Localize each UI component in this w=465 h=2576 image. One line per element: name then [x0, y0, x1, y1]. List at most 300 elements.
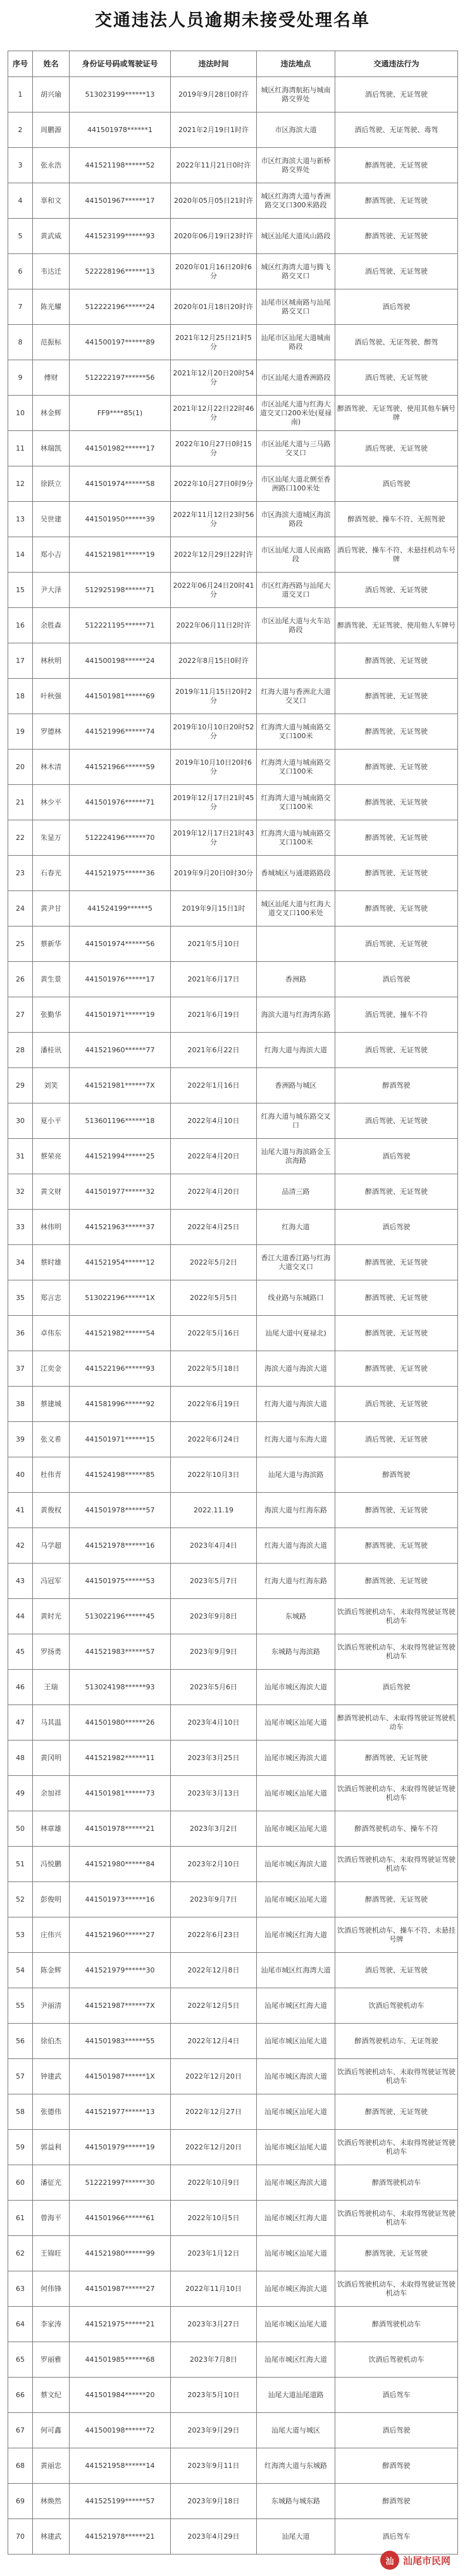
table-row	[8, 431, 458, 466]
cell-serial: 56	[8, 2024, 33, 2059]
cell-id-number: 522228196******13	[70, 254, 171, 289]
cell-id-number: 441501971******15	[70, 1422, 171, 1457]
table-row	[8, 2094, 458, 2130]
cell-violation-act: 酒后驾驶、无证驾驶	[335, 1953, 458, 1988]
cell-id-number: 512222197******56	[70, 360, 171, 396]
cell-violation-act: 醉酒驾驶机动车、无证驾驶	[335, 2024, 458, 2059]
table-row	[8, 1033, 458, 1068]
table-row	[8, 1741, 458, 1776]
table-row	[8, 183, 458, 219]
cell-violation-act: 醉酒驾驶	[335, 2484, 458, 2519]
cell-id-number: 441521960******27	[70, 1917, 171, 1953]
cell-serial: 58	[8, 2094, 33, 2130]
cell-serial: 26	[8, 962, 33, 997]
cell-name: 潘征光	[33, 2165, 70, 2201]
cell-name: 郑小吉	[33, 537, 70, 573]
cell-name: 郭益利	[33, 2130, 70, 2165]
table-row	[8, 2484, 458, 2519]
cell-serial: 22	[8, 820, 33, 856]
cell-violation-act: 醉酒驾驶、无证驾驶	[335, 219, 458, 254]
header-violation-place: 违法地点	[257, 51, 335, 77]
cell-name: 张义希	[33, 1422, 70, 1457]
cell-id-number: 441521980******99	[70, 2236, 171, 2271]
table-row	[8, 820, 458, 856]
cell-name: 张勤华	[33, 997, 70, 1033]
cell-id-number: 441501950******39	[70, 502, 171, 537]
cell-violation-act: 饮酒后驾驶机动车	[335, 1988, 458, 2024]
cell-violation-act: 醉酒驾驶、无证驾驶	[335, 820, 458, 856]
table-row	[8, 289, 458, 325]
cell-id-number: 512224196******70	[70, 820, 171, 856]
cell-id-number: 441521958******14	[70, 2448, 171, 2484]
cell-name: 江奕金	[33, 1351, 70, 1387]
table-row	[8, 1847, 458, 1882]
table-row	[8, 77, 458, 112]
cell-violation-act: 醉酒驾驶、无证驾驶	[335, 643, 458, 679]
cell-violation-time: 2023年3月27日	[171, 2307, 257, 2342]
cell-violation-place: 品清三路	[257, 1174, 335, 1210]
watermark-logo-icon: 汕	[380, 2551, 399, 2570]
cell-id-number: 513022196******1X	[70, 1280, 171, 1316]
cell-violation-place: 市区海滨大道城区海滨路段	[257, 502, 335, 537]
table-row	[8, 1493, 458, 1528]
cell-violation-act: 醉酒驾驶、无证驾驶	[335, 1882, 458, 1917]
cell-violation-time: 2022年12月27日	[171, 2094, 257, 2130]
cell-serial: 24	[8, 891, 33, 927]
cell-violation-place: 汕尾大道中(夏禄北)	[257, 1316, 335, 1351]
table-row	[8, 1280, 458, 1316]
cell-serial: 61	[8, 2201, 33, 2236]
cell-serial: 47	[8, 1705, 33, 1741]
cell-serial: 8	[8, 325, 33, 360]
cell-violation-place: 海滨大道与红海湾东路	[257, 997, 335, 1033]
cell-violation-act: 醉酒驾驶	[335, 2448, 458, 2484]
table-row	[8, 1068, 458, 1103]
cell-violation-act: 酒后驾驶	[335, 466, 458, 502]
cell-id-number: 441522196******93	[70, 1351, 171, 1387]
cell-violation-time: 2022年10月5日	[171, 2201, 257, 2236]
cell-violation-time: 2023年5月6日	[171, 1670, 257, 1705]
cell-violation-time: 2023年4月4日	[171, 1528, 257, 1564]
cell-violation-time: 2022年06月11日2时许	[171, 608, 257, 643]
cell-violation-place: 汕尾市城区海滨大道	[257, 1741, 335, 1776]
cell-violation-place: 市区红海滨大道与新桥路交界处	[257, 148, 335, 183]
cell-violation-time: 2021年6月22日	[171, 1033, 257, 1068]
cell-violation-place: 汕尾市城区红海大道	[257, 1988, 335, 2024]
cell-id-number: 441521994******25	[70, 1139, 171, 1174]
cell-violation-act: 酒后驾驶、无证驾驶	[335, 431, 458, 466]
cell-violation-place	[257, 643, 335, 679]
cell-name: 陈光耀	[33, 289, 70, 325]
cell-id-number: 441500197******89	[70, 325, 171, 360]
cell-violation-time: 2022年5月16日	[171, 1316, 257, 1351]
cell-serial: 60	[8, 2165, 33, 2201]
cell-name: 杜伟青	[33, 1457, 70, 1493]
cell-serial: 1	[8, 77, 33, 112]
table-row	[8, 927, 458, 962]
cell-violation-time: 2020年01月18日20时许	[171, 289, 257, 325]
cell-violation-time: 2023年5月10日	[171, 2378, 257, 2413]
cell-violation-place: 红海湾大道与城南路交叉口100米	[257, 714, 335, 750]
cell-name: 黄生景	[33, 962, 70, 997]
cell-violation-place: 汕尾大道与城区	[257, 2413, 335, 2448]
cell-id-number: 512221997******30	[70, 2165, 171, 2201]
table-row	[8, 2236, 458, 2271]
cell-violation-time: 2023年3月2日	[171, 1811, 257, 1847]
cell-violation-place: 香洲路与城区	[257, 1068, 335, 1103]
cell-violation-act: 醉酒驾驶、无证驾驶	[335, 1528, 458, 1564]
cell-violation-place: 香洲路	[257, 962, 335, 997]
cell-violation-act: 酒后驾驶、无证驾驶	[335, 1033, 458, 1068]
cell-name: 林瑞凯	[33, 431, 70, 466]
cell-id-number: 441521963******37	[70, 1210, 171, 1245]
cell-name: 钟建武	[33, 2059, 70, 2094]
cell-id-number: 441521978******16	[70, 1528, 171, 1564]
table-body	[8, 77, 458, 2555]
cell-violation-time: 2023年9月7日	[171, 1882, 257, 1917]
cell-id-number: 441525199******57	[70, 2484, 171, 2519]
table-row	[8, 1210, 458, 1245]
cell-violation-place: 市区汕尾大道北侧至香洲路口100米处	[257, 466, 335, 502]
cell-id-number: 441521977******13	[70, 2094, 171, 2130]
cell-id-number: 441500198******24	[70, 643, 171, 679]
cell-id-number: 441501971******19	[70, 997, 171, 1033]
cell-id-number: 441521954******12	[70, 1245, 171, 1280]
cell-violation-time: 2022年12月4日	[171, 2024, 257, 2059]
cell-violation-time: 2023年9月18日	[171, 2484, 257, 2519]
table-row	[8, 537, 458, 573]
table-row	[8, 2059, 458, 2094]
cell-violation-time: 2023年3月13日	[171, 1776, 257, 1811]
cell-violation-place: 汕尾大道与海滨路金玉滨海路	[257, 1139, 335, 1174]
cell-serial: 65	[8, 2342, 33, 2378]
cell-serial: 3	[8, 148, 33, 183]
cell-id-number: 441501978******1	[70, 112, 171, 148]
cell-name: 尹丽清	[33, 1988, 70, 2024]
cell-serial: 34	[8, 1245, 33, 1280]
cell-violation-act: 醉酒驾驶、无证驾驶	[335, 1174, 458, 1210]
cell-id-number: 441524199******5	[70, 891, 171, 927]
table-row	[8, 1988, 458, 2024]
cell-violation-act: 酒后驾驶	[335, 289, 458, 325]
cell-id-number: 441521975******36	[70, 856, 171, 891]
cell-name: 韦达迁	[33, 254, 70, 289]
cell-serial: 33	[8, 1210, 33, 1245]
document-title: 交通违法人员逾期未接受处理名单	[95, 11, 370, 30]
cell-serial: 2	[8, 112, 33, 148]
cell-serial: 69	[8, 2484, 33, 2519]
cell-violation-act: 醉酒驾驶、无证驾驶	[335, 1245, 458, 1280]
cell-id-number: 512925198******71	[70, 573, 171, 608]
cell-violation-time: 2022年5月2日	[171, 1245, 257, 1280]
cell-serial: 44	[8, 1599, 33, 1634]
cell-name: 马学超	[33, 1528, 70, 1564]
header-id-number: 身份证号码或驾驶证号	[70, 51, 171, 77]
cell-violation-place: 城区汕尾大道凤山路段	[257, 219, 335, 254]
cell-violation-act: 饮酒后驾驶机动车、未取得驾驶证驾驶机动车	[335, 1634, 458, 1670]
cell-violation-time: 2021年2月19日1时许	[171, 112, 257, 148]
cell-id-number: 441521979******30	[70, 1953, 171, 1988]
table-row	[8, 1882, 458, 1917]
cell-name: 范振标	[33, 325, 70, 360]
cell-serial: 63	[8, 2271, 33, 2307]
table-row	[8, 1811, 458, 1847]
cell-violation-time: 2022年6月23日	[171, 1917, 257, 1953]
cell-name: 林木清	[33, 750, 70, 785]
cell-name: 林焕然	[33, 2484, 70, 2519]
table-row	[8, 2378, 458, 2413]
cell-serial: 6	[8, 254, 33, 289]
cell-violation-act: 酒后驾驶	[335, 962, 458, 997]
cell-violation-act: 酒后驾驶、无证驾驶	[335, 360, 458, 396]
table-row	[8, 1422, 458, 1457]
cell-violation-act: 饮酒后驾驶机动车	[335, 2342, 458, 2378]
table-row	[8, 608, 458, 643]
cell-serial: 18	[8, 679, 33, 714]
table-row	[8, 785, 458, 820]
table-row	[8, 962, 458, 997]
cell-name: 林建武	[33, 2519, 70, 2555]
table-row	[8, 1917, 458, 1953]
cell-id-number: 512221195******71	[70, 608, 171, 643]
cell-violation-act: 醉酒驾驶、无证驾驶、使用他人车牌号	[335, 608, 458, 643]
cell-name: 黄尹甘	[33, 891, 70, 927]
cell-serial: 5	[8, 219, 33, 254]
cell-id-number: 441501978******57	[70, 1493, 171, 1528]
table-row	[8, 2165, 458, 2201]
cell-violation-time: 2022年1月16日	[171, 1068, 257, 1103]
cell-serial: 19	[8, 714, 33, 750]
cell-name: 罗扬勇	[33, 1634, 70, 1670]
table-row	[8, 396, 458, 431]
cell-name: 何伟锋	[33, 2271, 70, 2307]
cell-violation-place: 红海湾大道与城南路交叉口100米	[257, 820, 335, 856]
cell-violation-time: 2022年5月5日	[171, 1280, 257, 1316]
table-row	[8, 2307, 458, 2342]
cell-name: 张永浩	[33, 148, 70, 183]
cell-violation-time: 2022年06月24日20时41分	[171, 573, 257, 608]
cell-id-number: 441501978******21	[70, 1811, 171, 1847]
cell-violation-act: 醉酒驾驶、无证驾驶	[335, 148, 458, 183]
cell-id-number: 441501985******68	[70, 2342, 171, 2378]
cell-violation-place	[257, 927, 335, 962]
cell-violation-act: 酒后驾驶、无证驾驶、毒驾	[335, 112, 458, 148]
cell-violation-place: 红海湾大道与城南路交叉口100米	[257, 750, 335, 785]
cell-violation-time: 2021年12月25日21时5分	[171, 325, 257, 360]
cell-violation-time: 2022年5月18日	[171, 1351, 257, 1387]
cell-violation-time: 2023年9月29日	[171, 2413, 257, 2448]
cell-violation-time: 2022年4月20日	[171, 1174, 257, 1210]
cell-serial: 37	[8, 1351, 33, 1387]
cell-violation-place: 汕尾市城区汕尾大道	[257, 2024, 335, 2059]
cell-name: 蔡时雄	[33, 1245, 70, 1280]
cell-name: 黄俊权	[33, 1493, 70, 1528]
cell-name: 陈金辉	[33, 1953, 70, 1988]
table-row	[8, 750, 458, 785]
cell-violation-place: 红海大道与海滨大道	[257, 1387, 335, 1422]
cell-violation-place: 红海湾大道与城南路交叉口100米	[257, 785, 335, 820]
cell-violation-act: 饮酒后驾驶机动车、未取得驾驶证驾驶机动车	[335, 2271, 458, 2307]
cell-violation-time: 2021年6月17日	[171, 962, 257, 997]
cell-violation-time: 2022.11.19	[171, 1493, 257, 1528]
cell-name: 李家涛	[33, 2307, 70, 2342]
cell-id-number: 441501980******26	[70, 1705, 171, 1741]
table-row	[8, 891, 458, 927]
table-row	[8, 2130, 458, 2165]
cell-serial: 43	[8, 1564, 33, 1599]
cell-id-number: 441501974******56	[70, 927, 171, 962]
cell-name: 黄丽忠	[33, 2448, 70, 2484]
cell-violation-place: 城区汕尾大道与红海大道交叉口100米处	[257, 891, 335, 927]
cell-violation-act: 醉酒驾驶	[335, 1457, 458, 1493]
cell-serial: 42	[8, 1528, 33, 1564]
cell-serial: 27	[8, 997, 33, 1033]
cell-violation-place: 汕尾大道与海滨路	[257, 1457, 335, 1493]
cell-serial: 10	[8, 396, 33, 431]
cell-serial: 16	[8, 608, 33, 643]
cell-id-number: 441500198******72	[70, 2413, 171, 2448]
cell-violation-act: 醉酒驾驶、无证驾驶	[335, 1741, 458, 1776]
cell-id-number: FF9****85(1)	[70, 396, 171, 431]
cell-name: 王锦旺	[33, 2236, 70, 2271]
cell-serial: 50	[8, 1811, 33, 1847]
table-row	[8, 2413, 458, 2448]
table-row	[8, 254, 458, 289]
cell-violation-time: 2022年12月8日	[171, 1953, 257, 1988]
cell-violation-place: 汕尾市城区汕尾大道	[257, 2236, 335, 2271]
cell-serial: 62	[8, 2236, 33, 2271]
cell-name: 尹大泽	[33, 573, 70, 608]
cell-serial: 38	[8, 1387, 33, 1422]
cell-name: 徐跃立	[33, 466, 70, 502]
cell-violation-place: 城区红海湾大道与香洲路交叉口300米路段	[257, 183, 335, 219]
table-row	[8, 360, 458, 396]
cell-violation-place: 汕尾市城区汕尾大道	[257, 1705, 335, 1741]
cell-violation-place: 市区红海西路与汕尾大道交叉口	[257, 573, 335, 608]
cell-violation-time: 2019年12月17日21时45分	[171, 785, 257, 820]
cell-violation-act: 饮酒后驾驶机动车、操车不符、未悬挂号牌	[335, 1917, 458, 1953]
header-name: 姓名	[33, 51, 70, 77]
cell-violation-place: 汕尾大道	[257, 2519, 335, 2555]
cell-name: 蔡建城	[33, 1387, 70, 1422]
cell-violation-place: 红海大道与东海大道	[257, 1422, 335, 1457]
cell-violation-act: 酒后驾驶、无证驾驶	[335, 1422, 458, 1457]
cell-violation-place: 汕尾市城区红海湾大道	[257, 1953, 335, 1988]
table-row	[8, 325, 458, 360]
cell-name: 张德伟	[33, 2094, 70, 2130]
cell-violation-place: 海滨大道与海滨大道	[257, 1351, 335, 1387]
cell-violation-act: 醉酒驾驶、无证驾驶	[335, 785, 458, 820]
table-row	[8, 1670, 458, 1705]
cell-id-number: 441521981******19	[70, 537, 171, 573]
cell-id-number: 441501981******73	[70, 1776, 171, 1811]
cell-violation-act: 酒后驾驶、无证驾驶	[335, 927, 458, 962]
table-row	[8, 2271, 458, 2307]
cell-name: 余胜森	[33, 608, 70, 643]
cell-name: 彭俊明	[33, 1882, 70, 1917]
cell-violation-place: 城区红海湾大道与腾飞路交叉口	[257, 254, 335, 289]
cell-serial: 67	[8, 2413, 33, 2448]
cell-violation-act: 醉酒驾驶	[335, 1068, 458, 1103]
cell-name: 余加祥	[33, 1776, 70, 1811]
cell-name: 林秋明	[33, 643, 70, 679]
cell-serial: 11	[8, 431, 33, 466]
cell-violation-place: 红海大道与香洲北大道交叉口	[257, 679, 335, 714]
cell-violation-act: 醉酒驾驶机动车	[335, 2165, 458, 2201]
cell-name: 罗德林	[33, 714, 70, 750]
cell-name: 林少平	[33, 785, 70, 820]
cell-id-number: 513601196******18	[70, 1103, 171, 1139]
table-row	[8, 1528, 458, 1564]
cell-violation-act: 醉酒驾驶机动车、操车不符	[335, 1811, 458, 1847]
cell-serial: 32	[8, 1174, 33, 1210]
table-row	[8, 1634, 458, 1670]
cell-violation-act: 醉酒驾驶、操车不符、无照驾驶	[335, 502, 458, 537]
cell-violation-place: 红海大道	[257, 1210, 335, 1245]
cell-violation-place: 城区红海湾航拓与城南路交界处	[257, 77, 335, 112]
cell-id-number: 441501967******17	[70, 183, 171, 219]
cell-name: 罗丽雅	[33, 2342, 70, 2378]
cell-violation-place: 汕尾市城区汕尾大道	[257, 1776, 335, 1811]
cell-violation-place: 汕尾大道汕尾道路	[257, 2378, 335, 2413]
cell-violation-time: 2019年10月10日20时52分	[171, 714, 257, 750]
cell-violation-place: 汕尾市城区海滨大道	[257, 2059, 335, 2094]
cell-serial: 68	[8, 2448, 33, 2484]
cell-id-number: 441521982******11	[70, 1741, 171, 1776]
cell-name: 黄武威	[33, 219, 70, 254]
table-row	[8, 148, 458, 183]
cell-violation-act: 酒后驾车	[335, 2519, 458, 2555]
cell-serial: 4	[8, 183, 33, 219]
table-row	[8, 1174, 458, 1210]
cell-name: 胡兴瑜	[33, 77, 70, 112]
cell-violation-act: 酒后驾驶、无证驾驶	[335, 1387, 458, 1422]
cell-serial: 15	[8, 573, 33, 608]
cell-violation-time: 2023年4月29日	[171, 2519, 257, 2555]
cell-serial: 52	[8, 1882, 33, 1917]
cell-name: 冯悦鹏	[33, 1847, 70, 1882]
cell-serial: 12	[8, 466, 33, 502]
cell-violation-place: 市区海滨大道	[257, 112, 335, 148]
cell-name: 王瑞	[33, 1670, 70, 1705]
cell-name: 马其温	[33, 1705, 70, 1741]
table-row	[8, 1387, 458, 1422]
cell-serial: 14	[8, 537, 33, 573]
table-row	[8, 112, 458, 148]
header-serial: 序号	[8, 51, 33, 77]
cell-serial: 54	[8, 1953, 33, 1988]
cell-violation-place: 汕尾市城区海滨大道	[257, 2271, 335, 2307]
cell-violation-time: 2023年5月7日	[171, 1564, 257, 1599]
cell-id-number: 441501987******1X	[70, 2059, 171, 2094]
cell-name: 叶秋强	[33, 679, 70, 714]
cell-violation-time: 2022年4月25日	[171, 1210, 257, 1245]
cell-id-number: 513024198******93	[70, 1670, 171, 1705]
cell-name: 卓伟东	[33, 1316, 70, 1351]
cell-id-number: 441501966******61	[70, 2201, 171, 2236]
cell-violation-time: 2023年7月8日	[171, 2342, 257, 2378]
table-row	[8, 1351, 458, 1387]
table-row	[8, 643, 458, 679]
cell-serial: 20	[8, 750, 33, 785]
cell-name: 朱显万	[33, 820, 70, 856]
watermark-text: 汕尾市民网	[403, 2555, 451, 2567]
cell-name: 黄时光	[33, 1599, 70, 1634]
cell-violation-act: 醉酒驾驶、无证驾驶、使用其他车辆号牌	[335, 396, 458, 431]
cell-violation-time: 2022年10月27日0时15分	[171, 431, 257, 466]
cell-id-number: 512222196******24	[70, 289, 171, 325]
cell-violation-act: 醉酒驾驶、无证驾驶	[335, 183, 458, 219]
